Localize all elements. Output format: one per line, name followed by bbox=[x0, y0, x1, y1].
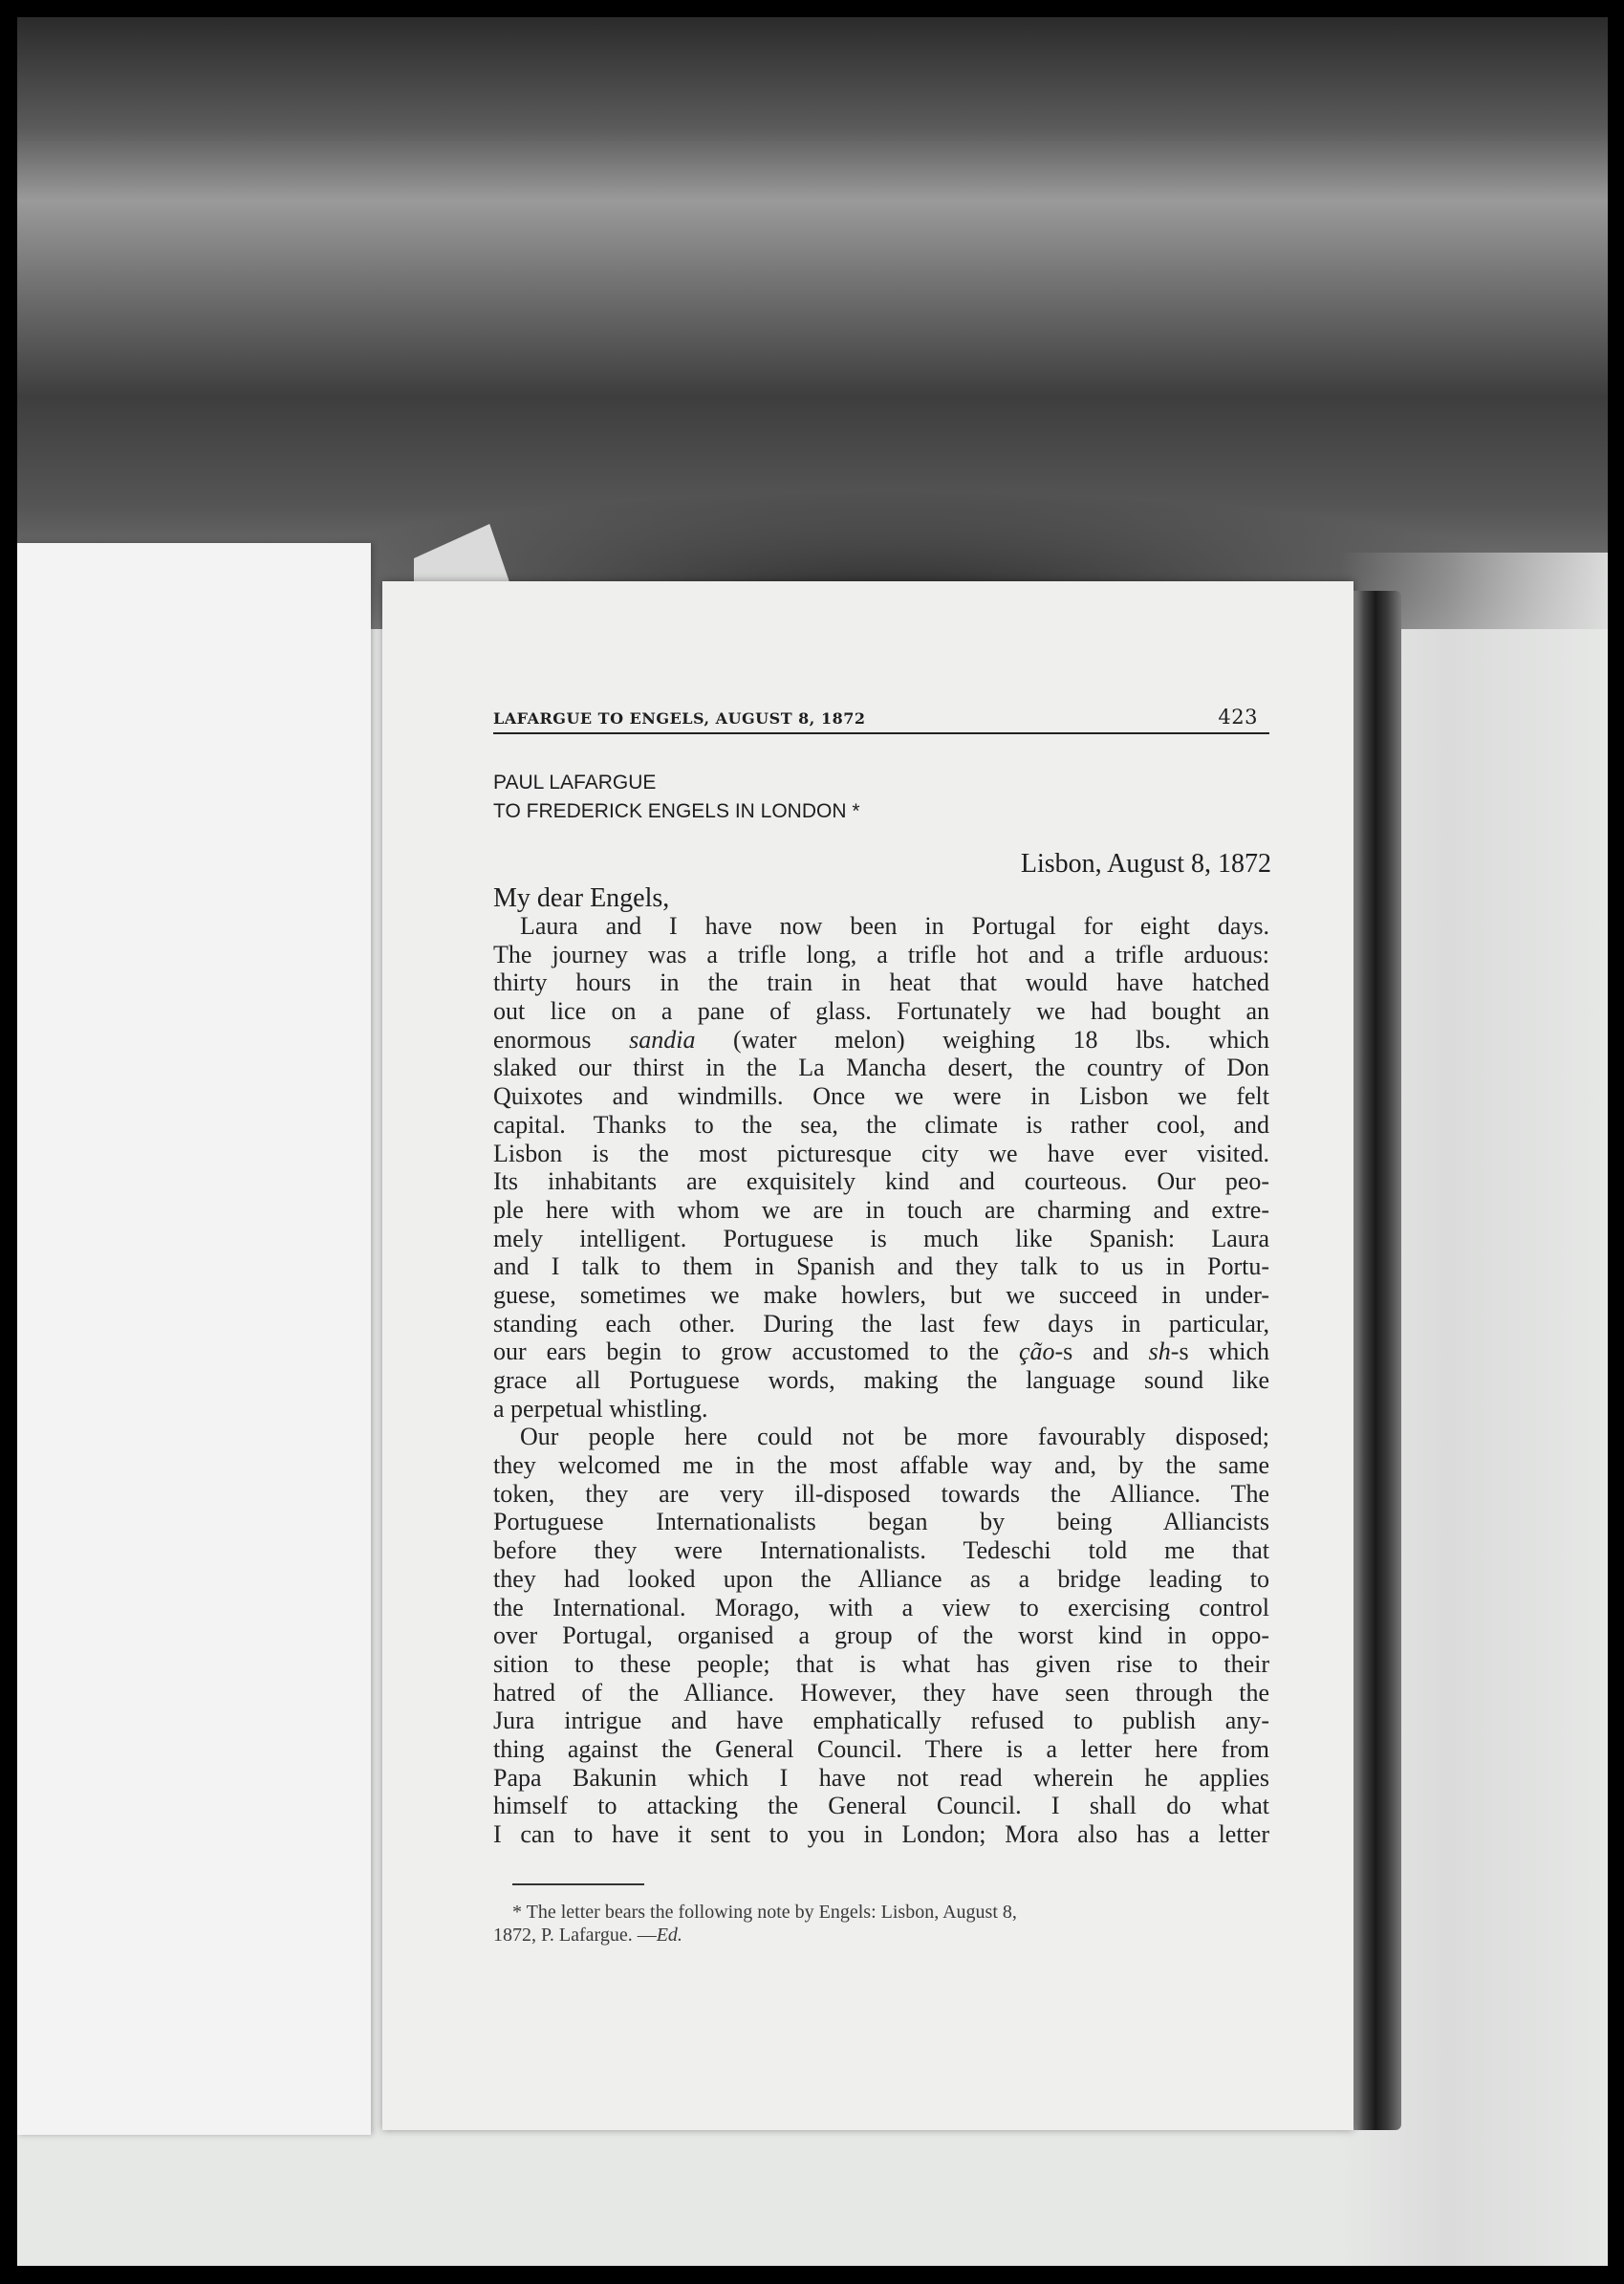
text-line: Laura and I have now been in Portugal for eight days. bbox=[520, 912, 1269, 940]
italic-word: sh bbox=[1148, 1338, 1171, 1366]
letter-title bbox=[493, 769, 860, 826]
footnote-line: 1872, P. Lafargue. —Ed. bbox=[493, 1925, 682, 1946]
page-number: 423 bbox=[1218, 706, 1258, 729]
text-line: slaked our thirst in the La Mancha desert, the country of Don bbox=[493, 1054, 1269, 1082]
text-line: thirty hours in the train in heat that would have hatched bbox=[493, 968, 1269, 997]
text-line: thing against the General Council. There is a letter here from bbox=[493, 1734, 1269, 1763]
text-line: I can to have it sent to you in London; Mora also has a letter bbox=[493, 1820, 1269, 1848]
running-header bbox=[493, 704, 1269, 734]
italic-word: ção bbox=[1018, 1338, 1055, 1366]
text-line: they welcomed me in the most affable way and, by the same bbox=[493, 1451, 1269, 1480]
text-line: Jura intrigue and have emphatically refused to publish any- bbox=[493, 1707, 1269, 1735]
text-line: Portuguese Internationalists began by being Alliancists bbox=[493, 1508, 1269, 1536]
text-line: and I talk to them in Spanish and they talk to us in Portu- bbox=[493, 1252, 1269, 1281]
recipient-line: TO FREDERICK ENGELS IN LONDON * bbox=[493, 800, 860, 822]
italic-word: sandia bbox=[629, 1025, 696, 1054]
text-line: sition to these people; that is what has given rise to their bbox=[493, 1649, 1269, 1678]
footnote-line: * The letter bears the following note by Engels: Lisbon, August 8, bbox=[512, 1902, 1017, 1923]
text-line: Papa Bakunin which I have not read wherein he applies bbox=[493, 1763, 1269, 1792]
text-line: ple here with whom we are in touch are charming and extre- bbox=[493, 1195, 1269, 1224]
text-line: over Portugal, organised a group of the worst kind in oppo- bbox=[493, 1621, 1269, 1650]
text-line: our ears begin to grow accustomed to the ção-s and sh-s which bbox=[493, 1338, 1269, 1366]
text-line: out lice on a pane of glass. Fortunately we had bought an bbox=[493, 997, 1269, 1026]
text-line: a perpetual whistling. bbox=[493, 1394, 708, 1423]
dateline: Lisbon, August 8, 1872 bbox=[1020, 849, 1271, 879]
scanned-page bbox=[17, 17, 1608, 2266]
text-line: Lisbon is the most picturesque city we have ever visited. bbox=[493, 1139, 1269, 1167]
footnote-rule bbox=[512, 1883, 644, 1885]
book-page bbox=[382, 581, 1353, 2130]
text-line: himself to attacking the General Council. I shall do what bbox=[493, 1792, 1269, 1820]
text-line: capital. Thanks to the sea, the climate is rather cool, and bbox=[493, 1110, 1269, 1139]
letter-body bbox=[493, 912, 1269, 1849]
running-title: LAFARGUE TO ENGELS, AUGUST 8, 1872 bbox=[493, 709, 866, 728]
text-line: The journey was a trifle long, a trifle hot and a trifle arduous: bbox=[493, 940, 1269, 968]
author-line: PAUL LAFARGUE bbox=[493, 772, 657, 794]
text-line: mely intelligent. Portuguese is much like Spanish: Laura bbox=[493, 1224, 1269, 1252]
text-line: the International. Morago, with a view to exercising control bbox=[493, 1593, 1269, 1621]
text-line: they had looked upon the Alliance as a bridge leading to bbox=[493, 1564, 1269, 1593]
left-blank-page bbox=[17, 543, 371, 2135]
text-line: grace all Portuguese words, making the language sound like bbox=[493, 1366, 1269, 1394]
text-line: Its inhabitants are exquisitely kind and courteous. Our peo- bbox=[493, 1167, 1269, 1196]
top-shadow bbox=[17, 17, 1608, 629]
text-line: Our people here could not be more favourably disposed; bbox=[520, 1423, 1269, 1451]
text-line: standing each other. During the last few days in particular, bbox=[493, 1309, 1269, 1338]
footnote-editor-mark: Ed. bbox=[656, 1925, 682, 1946]
text-line: guese, sometimes we make howlers, but we succeed in under- bbox=[493, 1280, 1269, 1309]
footnote bbox=[493, 1901, 1269, 1947]
text-line: Quixotes and windmills. Once we were in Lisbon we felt bbox=[493, 1082, 1269, 1111]
text-line: token, they are very ill-disposed towards the Alliance. The bbox=[493, 1479, 1269, 1508]
text-line: hatred of the Alliance. However, they have seen through the bbox=[493, 1678, 1269, 1707]
text-line: before they were Internationalists. Tedeschi told me that bbox=[493, 1536, 1269, 1565]
text-line: enormous sandia (water melon) weighing 18 lbs. which bbox=[493, 1025, 1269, 1054]
salutation: My dear Engels, bbox=[493, 883, 670, 913]
